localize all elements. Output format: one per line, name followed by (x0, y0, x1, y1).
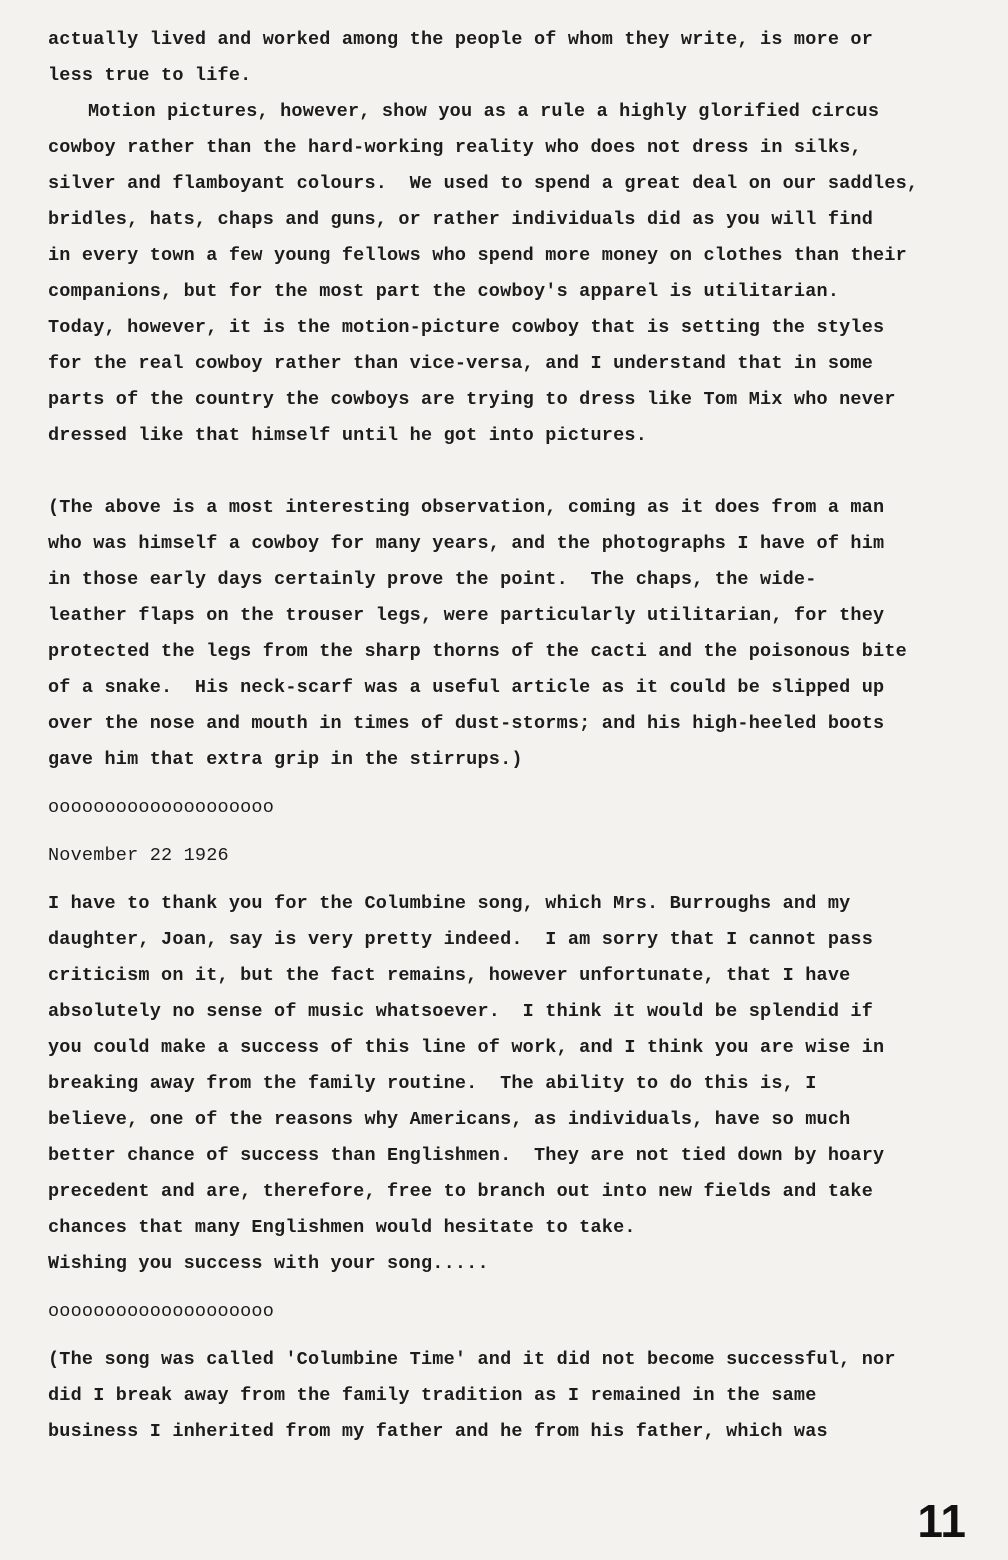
text-line: in every town a few young fellows who spend more money on clothes than their (48, 245, 907, 266)
text-line: dressed like that himself until he got into pictures. (48, 425, 647, 446)
text-line: breaking away from the family routine. The ability to do this is, I (48, 1073, 817, 1094)
text-line: absolutely no sense of music whatsoever. I think it would be splendid if (48, 1001, 874, 1022)
text-line: for the real cowboy rather than vice-versa, and I understand that in some (48, 353, 874, 374)
text-line: who was himself a cowboy for many years, and the photographs I have of him (48, 533, 885, 554)
text-line: did I break away from the family tradition as I remained in the same (48, 1385, 817, 1406)
text-line: criticism on it, but the fact remains, however unfortunate, that I have (48, 965, 851, 986)
text-line: less true to life. (48, 65, 252, 86)
text-line: I have to thank you for the Columbine song, which Mrs. Burroughs and my (48, 893, 851, 914)
text-line: gave him that extra grip in the stirrups.) (48, 749, 523, 770)
text-line: bridles, hats, chaps and guns, or rather individuals did as you will find (48, 209, 874, 230)
text-line: protected the legs from the sharp thorns of the cacti and the poisonous bite (48, 641, 907, 662)
text-line: of a snake. His neck-scarf was a useful article as it could be slipped up (48, 677, 885, 698)
text-line: daughter, Joan, say is very pretty indeed. I am sorry that I cannot pass (48, 929, 874, 950)
text-line: better chance of success than Englishmen. They are not tied down by hoary (48, 1145, 885, 1166)
text-line: leather flaps on the trouser legs, were particularly utilitarian, for they (48, 605, 885, 626)
section-divider: oooooooooooooooooooo (48, 797, 275, 818)
text-line: silver and flamboyant colours. We used to spend a great deal on our saddles, (48, 173, 919, 194)
section-divider: oooooooooooooooooooo (48, 1301, 275, 1322)
text-line: (The above is a most interesting observation, coming as it does from a man (48, 497, 885, 518)
text-line: (The song was called 'Columbine Time' and it did not become successful, nor (48, 1349, 896, 1370)
text-line: actually lived and worked among the people of whom they write, is more or (48, 29, 874, 50)
text-line: you could make a success of this line of work, and I think you are wise in (48, 1037, 885, 1058)
text-line: Today, however, it is the motion-picture cowboy that is setting the styles (48, 317, 885, 338)
text-line: parts of the country the cowboys are trying to dress like Tom Mix who never (48, 389, 896, 410)
text-line: over the nose and mouth in times of dust-storms; and his high-heeled boots (48, 713, 885, 734)
text-line: business I inherited from my father and he from his father, which was (48, 1421, 828, 1442)
text-line: cowboy rather than the hard-working reality who does not dress in silks, (48, 137, 862, 158)
letter-date: November 22 1926 (48, 845, 229, 866)
text-line: in those early days certainly prove the point. The chaps, the wide- (48, 569, 817, 590)
text-line: Motion pictures, however, show you as a rule a highly glorified circus (88, 101, 880, 122)
text-line: chances that many Englishmen would hesitate to take. (48, 1217, 636, 1238)
page-number: 11 (917, 1495, 966, 1547)
text-line: precedent and are, therefore, free to branch out into new fields and take (48, 1181, 874, 1202)
text-line: Wishing you success with your song..... (48, 1253, 489, 1274)
text-line: believe, one of the reasons why Americans, as individuals, have so much (48, 1109, 851, 1130)
text-line: companions, but for the most part the cowboy's apparel is utilitarian. (48, 281, 840, 302)
